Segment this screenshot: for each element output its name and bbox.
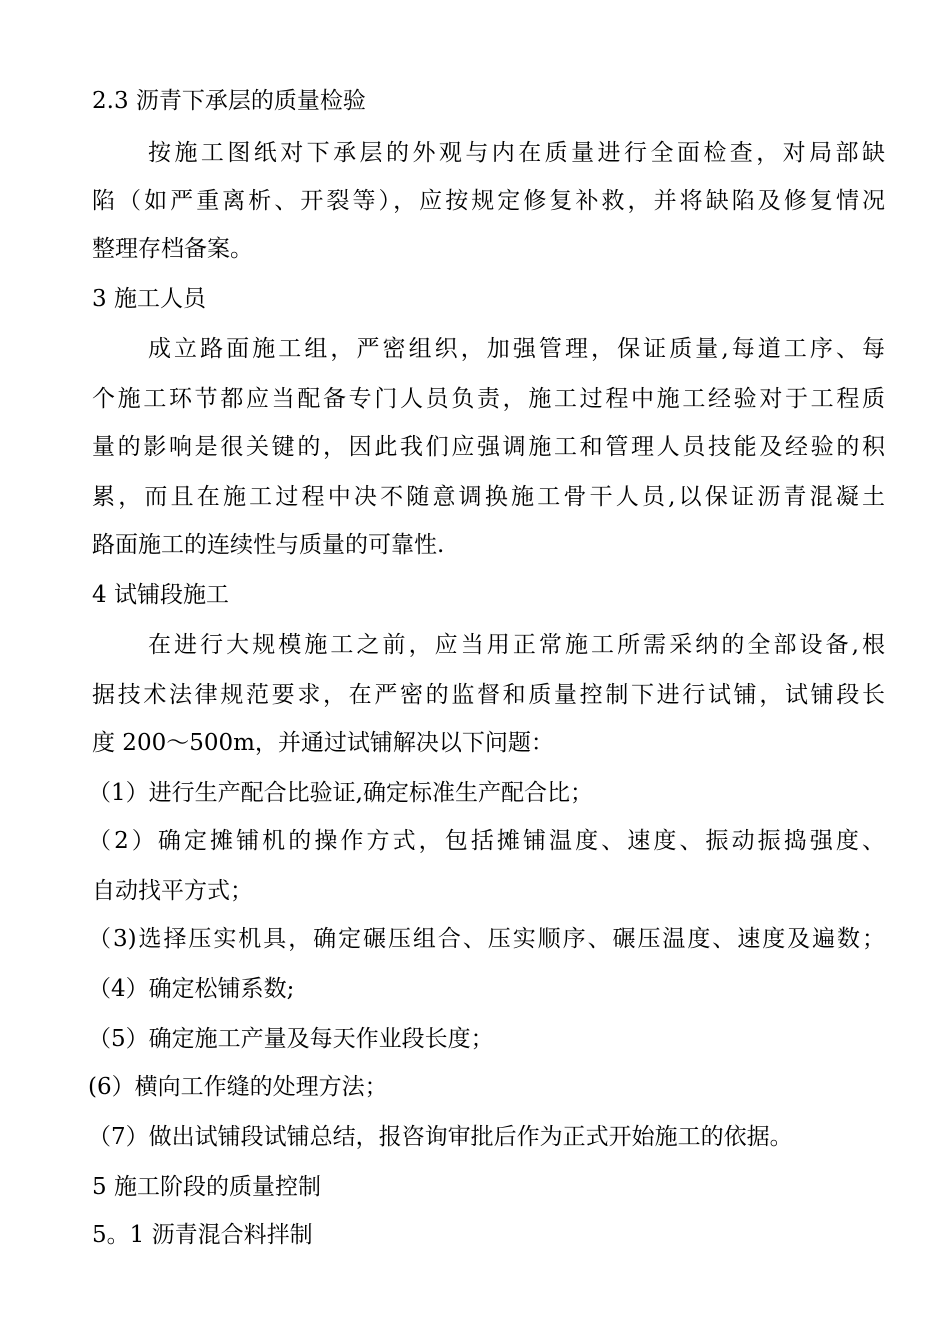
section-heading-3: 3 施工人员 — [92, 286, 206, 312]
section-heading-2-3: 2.3 沥青下承层的质量检验 — [92, 88, 366, 114]
paragraph-line: 度 200～500m，并通过试铺解决以下问题： — [92, 730, 554, 756]
paragraph-line: 累，而且在施工过程中决不随意调换施工骨干人员,以保证沥青混凝土 — [92, 484, 885, 510]
section-heading-5-1: 5。1 沥青混合料拌制 — [92, 1222, 313, 1248]
list-item: （1）进行生产配合比验证,确定标准生产配合比； — [88, 780, 593, 806]
list-item: （4）确定松铺系数; — [88, 976, 295, 1002]
paragraph-line: 个施工环节都应当配备专门人员负责，施工过程中施工经验对于工程质 — [92, 386, 885, 412]
list-item: （5）确定施工产量及每天作业段长度； — [88, 1026, 494, 1052]
paragraph-line: 自动找平方式； — [92, 878, 253, 904]
paragraph-line: 整理存档备案。 — [92, 236, 253, 262]
list-item: （3)选择压实机具，确定碾压组合、压实顺序、碾压温度、速度及遍数； — [88, 926, 885, 952]
section-heading-4: 4 试铺段施工 — [92, 582, 229, 608]
paragraph-line: 在进行大规模施工之前，应当用正常施工所需采纳的全部设备,根 — [148, 632, 885, 658]
section-heading-5: 5 施工阶段的质量控制 — [92, 1174, 321, 1200]
paragraph-line: 按施工图纸对下承层的外观与内在质量进行全面检查，对局部缺 — [148, 140, 885, 166]
list-item: （7）做出试铺段试铺总结，报咨询审批后作为正式开始施工的依据。 — [88, 1124, 793, 1150]
list-item: （2）确定摊铺机的操作方式，包括摊铺温度、速度、振动振捣强度、 — [88, 828, 885, 854]
paragraph-line: 陷（如严重离析、开裂等），应按规定修复补救，并将缺陷及修复情况 — [92, 188, 885, 214]
list-item: (6）横向工作缝的处理方法； — [88, 1074, 388, 1100]
paragraph-line: 据技术法律规范要求，在严密的监督和质量控制下进行试铺，试铺段长 — [92, 682, 885, 708]
paragraph-line: 成立路面施工组，严密组织，加强管理，保证质量,每道工序、每 — [148, 336, 885, 362]
paragraph-line: 量的影响是很关键的，因此我们应强调施工和管理人员技能及经验的积 — [92, 434, 885, 460]
paragraph-line: 路面施工的连续性与质量的可靠性. — [92, 532, 445, 558]
